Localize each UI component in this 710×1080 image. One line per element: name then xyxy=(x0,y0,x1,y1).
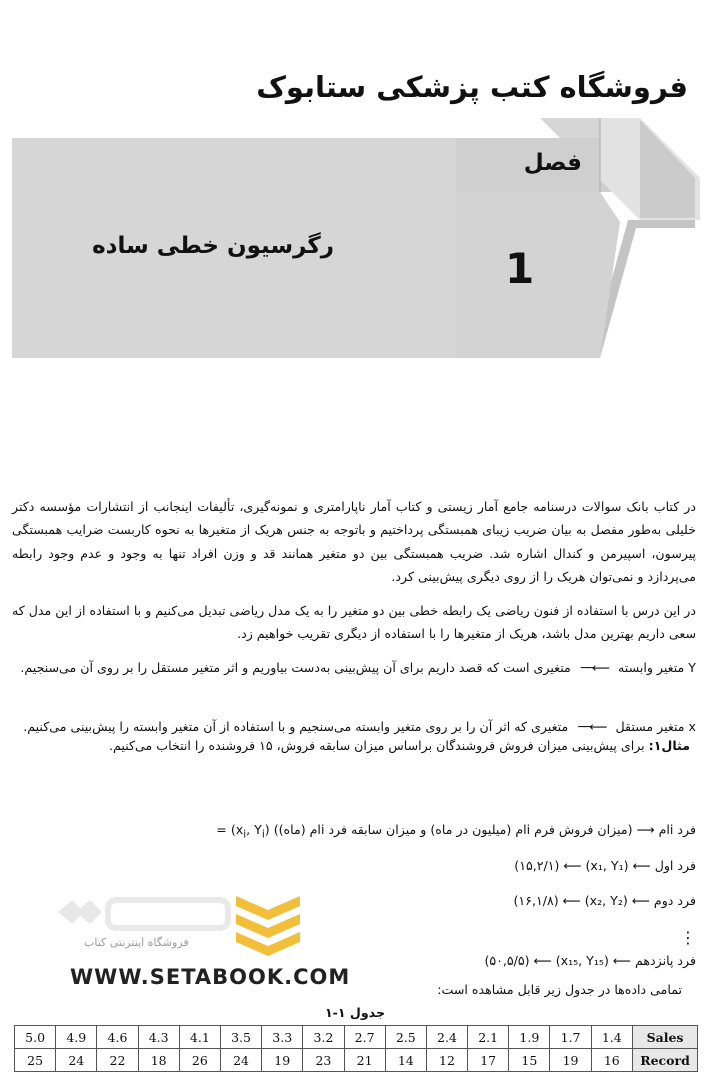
math-line-fifteenth xyxy=(484,953,696,968)
table-cell: 3.3 xyxy=(262,1026,303,1049)
table-caption: جدول ۱-۱ xyxy=(324,1005,386,1020)
table-cell: 17 xyxy=(468,1049,509,1072)
example-label: مثال۱: xyxy=(648,738,690,753)
table-cell: 4.3 xyxy=(138,1026,179,1049)
table-cell: 14 xyxy=(385,1049,426,1072)
table-cell: 1.9 xyxy=(509,1026,550,1049)
math-line-ellipsis: ⋮ xyxy=(680,928,696,947)
arrow-icon: ⟵ xyxy=(631,893,650,908)
table-cell: 24 xyxy=(220,1049,261,1072)
arrow-icon: ⟵── xyxy=(580,660,609,675)
second-pair: (x₂, Y₂) xyxy=(584,893,628,908)
paragraph-lesson: در این درس با استفاده از فنون ریاضی یک رابطه خطی بین دو متغیر را به یک مدل ریاضی تبدیل می‌کنیم و با استفاده از این مدل که سعی داریم بهترین مدل باشد، هریک از متغیرها را با استفاده از دیگری تقریب خواهیم زد. xyxy=(12,603,696,642)
table-cell: 2.4 xyxy=(426,1026,467,1049)
watermark-url: WWW.SETABOOK.COM xyxy=(70,965,351,989)
second-label: فرد دوم xyxy=(653,893,696,908)
table-cell: 2.5 xyxy=(385,1026,426,1049)
definition-independent xyxy=(12,715,696,738)
arrow-icon: ⟵ xyxy=(562,893,581,908)
table-cell: 4.1 xyxy=(179,1026,220,1049)
store-title: فروشگاه کتب پزشکی ستابوک xyxy=(256,70,688,104)
arrow-icon: ⟵── xyxy=(578,719,606,734)
arrow-icon: ⟶ xyxy=(636,822,655,837)
dependent-term: متغیر وابسته xyxy=(618,660,685,675)
table-cell: 15 xyxy=(509,1049,550,1072)
data-table xyxy=(14,1025,698,1072)
table-cell: 18 xyxy=(138,1049,179,1072)
table-cell: 3.5 xyxy=(220,1026,261,1049)
table-cell: 2.1 xyxy=(468,1026,509,1049)
arrow-icon: ⟵ xyxy=(563,858,582,873)
table-cell: 25 xyxy=(15,1049,56,1072)
independent-text: متغیری که اثر آن را بر روی متغیر وابسته می‌سنجیم و با استفاده از آن متغیر وابسته را پیش‌بینی می‌کنیم. xyxy=(23,719,569,734)
pair-i: = ($x_i$, $Y_i$) xyxy=(216,822,270,841)
second-value: (۱۶,۱/۸) xyxy=(513,893,559,908)
watermark-subtitle: فروشگاه اینترنتی کتاب xyxy=(84,936,189,949)
table-row xyxy=(15,1026,698,1049)
table-cell: 2.7 xyxy=(344,1026,385,1049)
fifteenth-pair: (x₁₅, Y₁₅) xyxy=(555,953,609,968)
table-cell: 19 xyxy=(550,1049,591,1072)
dependent-symbol: Y xyxy=(688,660,696,675)
table-row xyxy=(15,1049,698,1072)
definition-dependent xyxy=(12,656,696,679)
table-cell: 24 xyxy=(56,1049,97,1072)
table-cell: 4.9 xyxy=(56,1026,97,1049)
table-cell: 22 xyxy=(97,1049,138,1072)
table-cell: 23 xyxy=(303,1049,344,1072)
individual-i-label: فرد i‌ام xyxy=(658,822,696,837)
row-header: Record xyxy=(633,1049,698,1072)
table-cell: 16 xyxy=(591,1049,632,1072)
table-cell: 3.2 xyxy=(303,1026,344,1049)
individual-i-text: (میزان فروش فرم i‌ام (میلیون در ماه) و میزان سابقه فرد i‌ام (ماه)) xyxy=(273,822,633,837)
table-cell: 5.0 xyxy=(15,1026,56,1049)
table-cell: 1.4 xyxy=(591,1026,632,1049)
chapter-number: 1 xyxy=(505,244,535,293)
first-label: فرد اول xyxy=(654,858,696,873)
fifteenth-value: (۵۰,۵/۵) xyxy=(484,953,530,968)
table-intro: تمامی داده‌ها در جدول زیر قابل مشاهده است: xyxy=(437,982,682,997)
table-cell: 4.6 xyxy=(97,1026,138,1049)
table-cell: 12 xyxy=(426,1049,467,1072)
table-cell: 21 xyxy=(344,1049,385,1072)
chapter-label: فصل xyxy=(523,150,582,176)
dependent-text: متغیری است که قصد داریم برای آن پیش‌بینی به‌دست بیاوریم و اثر متغیر مستقل را بر روی آن می‌سنجیم. xyxy=(20,660,571,675)
independent-term: متغیر مستقل xyxy=(615,719,685,734)
arrow-icon: ⟵ xyxy=(612,953,631,968)
chapter-title: رگرسیون خطی ساده xyxy=(92,233,334,259)
table-cell: 26 xyxy=(179,1049,220,1072)
table-cell: 1.7 xyxy=(550,1026,591,1049)
paragraph-intro: در کتاب بانک سوالات درسنامه جامع آمار زیستی و کتاب آمار ناپارامتری و نمونه‌گیری، تألیفات اینجانب از انتشارات مؤسسه دکتر خلیلی به‌طور مفصل به بیان ضریب زیبای همبستگی پرداختیم و باتوجه به جنس هریک از متغیرها به نحوه کاربست ضرایب همبستگی پیرسون، اسپیرمن و کندال اشاره شد. ضریب همبستگی بین دو متغیر همانند قد و وزن افراد تنها به وجود و عدم وجود رابطه می‌پردازد و نمی‌توان هریک را از روی دیگری پیش‌بینی کرد. xyxy=(12,499,696,585)
setabook-logo-icon xyxy=(58,890,308,960)
arrow-icon: ⟵ xyxy=(533,953,552,968)
arrow-icon: ⟵ xyxy=(632,858,651,873)
independent-symbol: x xyxy=(688,719,696,734)
first-pair: (x₁, Y₁) xyxy=(585,858,629,873)
first-value: (۱۵,۲/۱) xyxy=(514,858,560,873)
row-header: Sales xyxy=(633,1026,698,1049)
math-line-second xyxy=(514,893,696,908)
math-line-first xyxy=(514,858,696,873)
table-cell: 19 xyxy=(262,1049,303,1072)
math-line-general xyxy=(216,822,696,841)
fifteenth-label: فرد پانزدهم xyxy=(634,953,696,968)
example xyxy=(109,738,690,753)
example-text: برای پیش‌بینی میزان فروش فروشندگان براساس میزان سابقه فروش، ۱۵ فروشنده را انتخاب می‌کنیم. xyxy=(109,738,649,753)
